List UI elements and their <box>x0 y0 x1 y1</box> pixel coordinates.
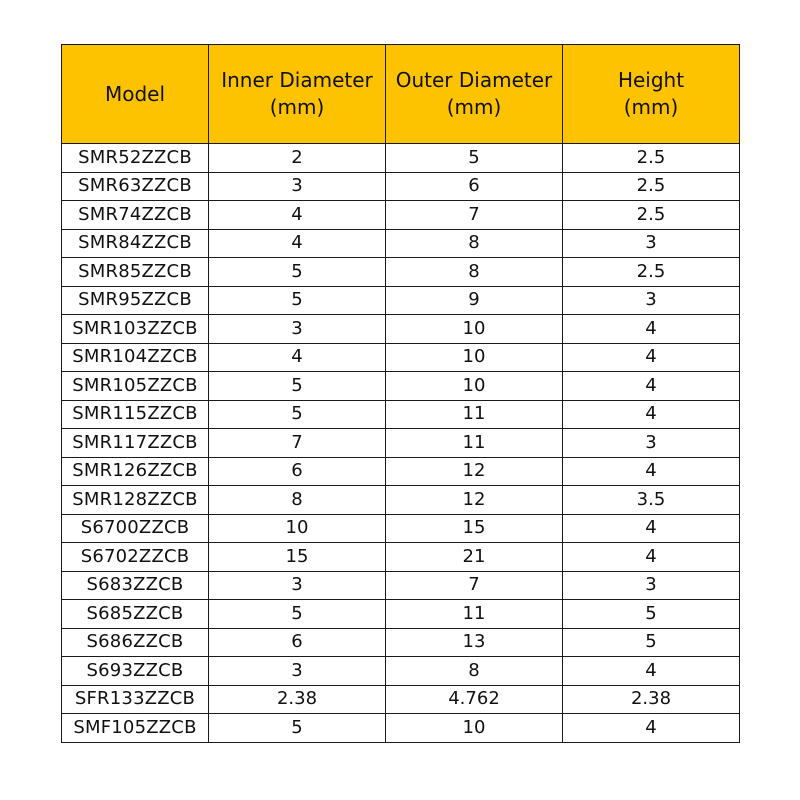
header-model <box>62 45 209 144</box>
cell-model: SMR126ZZCB <box>62 457 209 486</box>
cell-model: SMR95ZZCB <box>62 286 209 315</box>
table-row <box>62 172 740 201</box>
table-row <box>62 514 740 543</box>
cell-inner-diameter: 5 <box>209 258 386 287</box>
cell-outer-diameter: 8 <box>386 258 563 287</box>
cell-model: SMR115ZZCB <box>62 400 209 429</box>
cell-outer-diameter: 10 <box>386 315 563 344</box>
table-row <box>62 229 740 258</box>
cell-outer-diameter: 11 <box>386 600 563 629</box>
cell-model: S6700ZZCB <box>62 514 209 543</box>
cell-model: SMR84ZZCB <box>62 229 209 258</box>
cell-inner-diameter: 5 <box>209 286 386 315</box>
cell-inner-diameter: 8 <box>209 486 386 515</box>
header-height-label: Height <box>617 68 685 92</box>
cell-model: SMR104ZZCB <box>62 343 209 372</box>
cell-inner-diameter: 15 <box>209 543 386 572</box>
table-row <box>62 429 740 458</box>
table-row <box>62 486 740 515</box>
cell-model: SMR85ZZCB <box>62 258 209 287</box>
cell-inner-diameter: 5 <box>209 372 386 401</box>
cell-outer-diameter: 6 <box>386 172 563 201</box>
cell-outer-diameter: 11 <box>386 429 563 458</box>
header-height <box>563 45 740 144</box>
cell-height: 4 <box>563 543 740 572</box>
table-row <box>62 600 740 629</box>
cell-model: S6702ZZCB <box>62 543 209 572</box>
bearing-spec-table-container <box>61 44 740 743</box>
cell-height: 3 <box>563 229 740 258</box>
header-outer-diameter <box>386 45 563 144</box>
cell-outer-diameter: 7 <box>386 571 563 600</box>
cell-height: 2.38 <box>563 685 740 714</box>
cell-height: 2.5 <box>563 144 740 173</box>
cell-height: 2.5 <box>563 172 740 201</box>
header-inner-diameter-unit: (mm) <box>269 95 325 119</box>
header-model-label: Model <box>104 81 166 106</box>
table-row <box>62 258 740 287</box>
table-row <box>62 286 740 315</box>
cell-height: 4 <box>563 514 740 543</box>
cell-model: SMR52ZZCB <box>62 144 209 173</box>
cell-model: SMR74ZZCB <box>62 201 209 230</box>
cell-outer-diameter: 8 <box>386 229 563 258</box>
cell-inner-diameter: 2 <box>209 144 386 173</box>
cell-outer-diameter: 11 <box>386 400 563 429</box>
cell-outer-diameter: 10 <box>386 343 563 372</box>
cell-height: 2.5 <box>563 258 740 287</box>
cell-inner-diameter: 3 <box>209 315 386 344</box>
cell-outer-diameter: 21 <box>386 543 563 572</box>
table-row <box>62 400 740 429</box>
table-row <box>62 571 740 600</box>
cell-inner-diameter: 10 <box>209 514 386 543</box>
table-row <box>62 714 740 743</box>
cell-outer-diameter: 7 <box>386 201 563 230</box>
cell-outer-diameter: 10 <box>386 372 563 401</box>
cell-inner-diameter: 3 <box>209 657 386 686</box>
cell-inner-diameter: 7 <box>209 429 386 458</box>
cell-model: S686ZZCB <box>62 628 209 657</box>
cell-outer-diameter: 5 <box>386 144 563 173</box>
cell-outer-diameter: 4.762 <box>386 685 563 714</box>
table-row <box>62 201 740 230</box>
cell-height: 4 <box>563 657 740 686</box>
cell-height: 3 <box>563 429 740 458</box>
cell-model: SMR128ZZCB <box>62 486 209 515</box>
cell-model: SFR133ZZCB <box>62 685 209 714</box>
cell-inner-diameter: 3 <box>209 571 386 600</box>
cell-height: 3 <box>563 286 740 315</box>
cell-model: S693ZZCB <box>62 657 209 686</box>
table-row <box>62 543 740 572</box>
bearing-spec-table <box>61 44 740 743</box>
header-inner-diameter <box>209 45 386 144</box>
table-row <box>62 343 740 372</box>
cell-height: 4 <box>563 714 740 743</box>
table-header <box>62 45 740 144</box>
cell-outer-diameter: 13 <box>386 628 563 657</box>
header-height-unit: (mm) <box>623 95 679 119</box>
cell-height: 4 <box>563 372 740 401</box>
cell-height: 4 <box>563 400 740 429</box>
cell-height: 4 <box>563 315 740 344</box>
cell-height: 4 <box>563 457 740 486</box>
cell-height: 5 <box>563 600 740 629</box>
table-row <box>62 315 740 344</box>
cell-model: S683ZZCB <box>62 571 209 600</box>
table-row <box>62 457 740 486</box>
cell-inner-diameter: 5 <box>209 400 386 429</box>
cell-height: 4 <box>563 343 740 372</box>
cell-inner-diameter: 2.38 <box>209 685 386 714</box>
table-row <box>62 372 740 401</box>
cell-inner-diameter: 5 <box>209 714 386 743</box>
cell-outer-diameter: 15 <box>386 514 563 543</box>
header-row <box>62 45 740 144</box>
cell-inner-diameter: 5 <box>209 600 386 629</box>
cell-outer-diameter: 8 <box>386 657 563 686</box>
cell-inner-diameter: 4 <box>209 343 386 372</box>
cell-inner-diameter: 4 <box>209 201 386 230</box>
cell-model: SMR105ZZCB <box>62 372 209 401</box>
cell-model: SMR63ZZCB <box>62 172 209 201</box>
table-row <box>62 144 740 173</box>
cell-height: 5 <box>563 628 740 657</box>
cell-model: SMR117ZZCB <box>62 429 209 458</box>
cell-height: 2.5 <box>563 201 740 230</box>
cell-outer-diameter: 10 <box>386 714 563 743</box>
header-outer-diameter-label: Outer Diameter <box>395 68 553 92</box>
cell-inner-diameter: 6 <box>209 457 386 486</box>
table-row <box>62 685 740 714</box>
cell-outer-diameter: 9 <box>386 286 563 315</box>
cell-height: 3 <box>563 571 740 600</box>
cell-inner-diameter: 6 <box>209 628 386 657</box>
cell-inner-diameter: 3 <box>209 172 386 201</box>
cell-model: SMR103ZZCB <box>62 315 209 344</box>
header-outer-diameter-unit: (mm) <box>446 95 502 119</box>
header-inner-diameter-label: Inner Diameter <box>221 68 373 92</box>
cell-inner-diameter: 4 <box>209 229 386 258</box>
cell-model: SMF105ZZCB <box>62 714 209 743</box>
cell-outer-diameter: 12 <box>386 486 563 515</box>
cell-outer-diameter: 12 <box>386 457 563 486</box>
cell-model: S685ZZCB <box>62 600 209 629</box>
table-body <box>62 144 740 743</box>
table-row <box>62 657 740 686</box>
cell-height: 3.5 <box>563 486 740 515</box>
table-row <box>62 628 740 657</box>
